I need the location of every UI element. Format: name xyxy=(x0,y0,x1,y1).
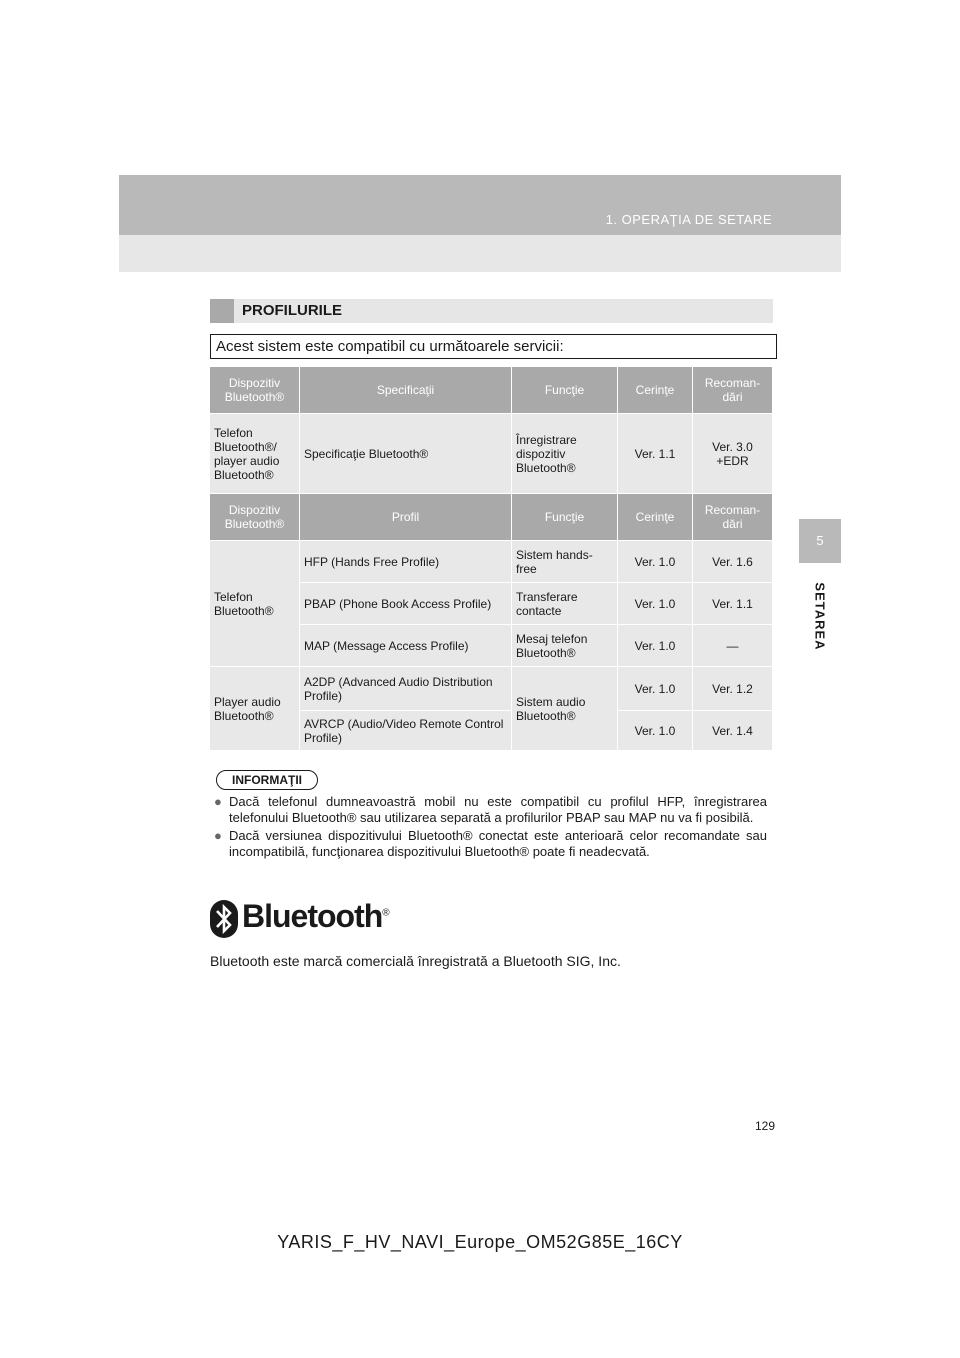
table-row xyxy=(210,667,773,711)
heading-title: PROFILURILE xyxy=(242,302,342,319)
table-header-cell: Funcţie xyxy=(512,367,618,414)
table-cell: Ver. 1.0 xyxy=(618,541,693,583)
trademark-note: Bluetooth este marcă comercială înregistrată a Bluetooth SIG, Inc. xyxy=(210,953,621,969)
table1-header-row xyxy=(210,367,773,414)
table-cell: HFP (Hands Free Profile) xyxy=(300,541,512,583)
info-bullet-text: Dacă telefonul dumneavoastră mobil nu este compatibil cu profilul HFP, înregistrarea telefonului Bluetooth® sau utilizarea separată a profilurilor PBAP sau MAP nu va fi posibilă. xyxy=(229,794,767,825)
info-bullet-text: Dacă versiunea dispozitivului Bluetooth® conectat este anterioară celor recomandate sau incompatibilă, funcţionarea dispozitivului Bluetooth® poate fi neadecvată. xyxy=(229,828,767,859)
logo-reg: ® xyxy=(382,907,389,919)
table-cell: Player audio Bluetooth® xyxy=(210,667,300,751)
bluetooth-logo-text xyxy=(242,898,389,935)
chapter-label: SETAREA xyxy=(812,582,828,651)
table-cell: A2DP (Advanced Audio Distribution Profile) xyxy=(300,667,512,711)
table-header-cell: Cerinţe xyxy=(618,367,693,414)
table-cell: Ver. 3.0 +EDR xyxy=(693,414,773,494)
table-cell: Sistem audio Bluetooth® xyxy=(512,667,618,751)
section-title: 1. OPERAŢIA DE SETARE xyxy=(605,212,772,227)
info-bullet xyxy=(214,828,767,860)
logo-word: Bluetooth xyxy=(242,898,383,934)
table-cell: Înregistrare dispozitiv Bluetooth® xyxy=(512,414,618,494)
table-cell: Ver. 1.1 xyxy=(618,414,693,494)
table-cell: Specificaţie Bluetooth® xyxy=(300,414,512,494)
table-cell: MAP (Message Access Profile) xyxy=(300,625,512,667)
table-cell: Ver. 1.2 xyxy=(693,667,773,711)
bullet-icon: ● xyxy=(214,794,222,809)
table-cell: AVRCP (Audio/Video Remote Control Profile) xyxy=(300,711,512,751)
table-cell: Ver. 1.1 xyxy=(693,583,773,625)
info-tag: INFORMAŢII xyxy=(216,770,318,790)
table-header-cell: Recoman-dări xyxy=(693,494,773,541)
table-header-cell: Specificaţii xyxy=(300,367,512,414)
info-bullet xyxy=(214,794,767,826)
heading-square xyxy=(210,299,234,323)
chapter-number: 5 xyxy=(816,533,824,548)
table-header-cell: Dispozitiv Bluetooth® xyxy=(210,367,300,414)
page-number: 129 xyxy=(754,1119,775,1133)
table-cell: Telefon Bluetooth® xyxy=(210,541,300,667)
profiles-table xyxy=(210,367,773,751)
table-header-cell: Recoman-dări xyxy=(693,367,773,414)
bluetooth-icon xyxy=(210,900,238,938)
section-heading xyxy=(210,299,773,323)
table-row xyxy=(210,541,773,583)
table-cell: Telefon Bluetooth®/ player audio Bluetooth® xyxy=(210,414,300,494)
table-cell: PBAP (Phone Book Access Profile) xyxy=(300,583,512,625)
table-cell: Ver. 1.0 xyxy=(618,667,693,711)
table-cell: Mesaj telefon Bluetooth® xyxy=(512,625,618,667)
table-header-cell: Profil xyxy=(300,494,512,541)
table-header-cell: Cerinţe xyxy=(618,494,693,541)
table-cell: Ver. 1.0 xyxy=(618,625,693,667)
table-cell: Ver. 1.6 xyxy=(693,541,773,583)
table2-header-row xyxy=(210,494,773,541)
table-cell: Ver. 1.4 xyxy=(693,711,773,751)
table-cell: Ver. 1.0 xyxy=(618,711,693,751)
table-header-cell: Dispozitiv Bluetooth® xyxy=(210,494,300,541)
footer-code: YARIS_F_HV_NAVI_Europe_OM52G85E_16CY xyxy=(277,1232,683,1252)
table-header-cell: Funcţie xyxy=(512,494,618,541)
table-cell: Sistem hands-free xyxy=(512,541,618,583)
table-cell: — xyxy=(693,625,773,667)
intro-box: Acest sistem este compatibil cu următoarele servicii: xyxy=(210,334,777,359)
table-cell: Ver. 1.0 xyxy=(618,583,693,625)
bullet-icon: ● xyxy=(214,828,222,843)
table-cell: Transferare contacte xyxy=(512,583,618,625)
table-row xyxy=(210,414,773,494)
